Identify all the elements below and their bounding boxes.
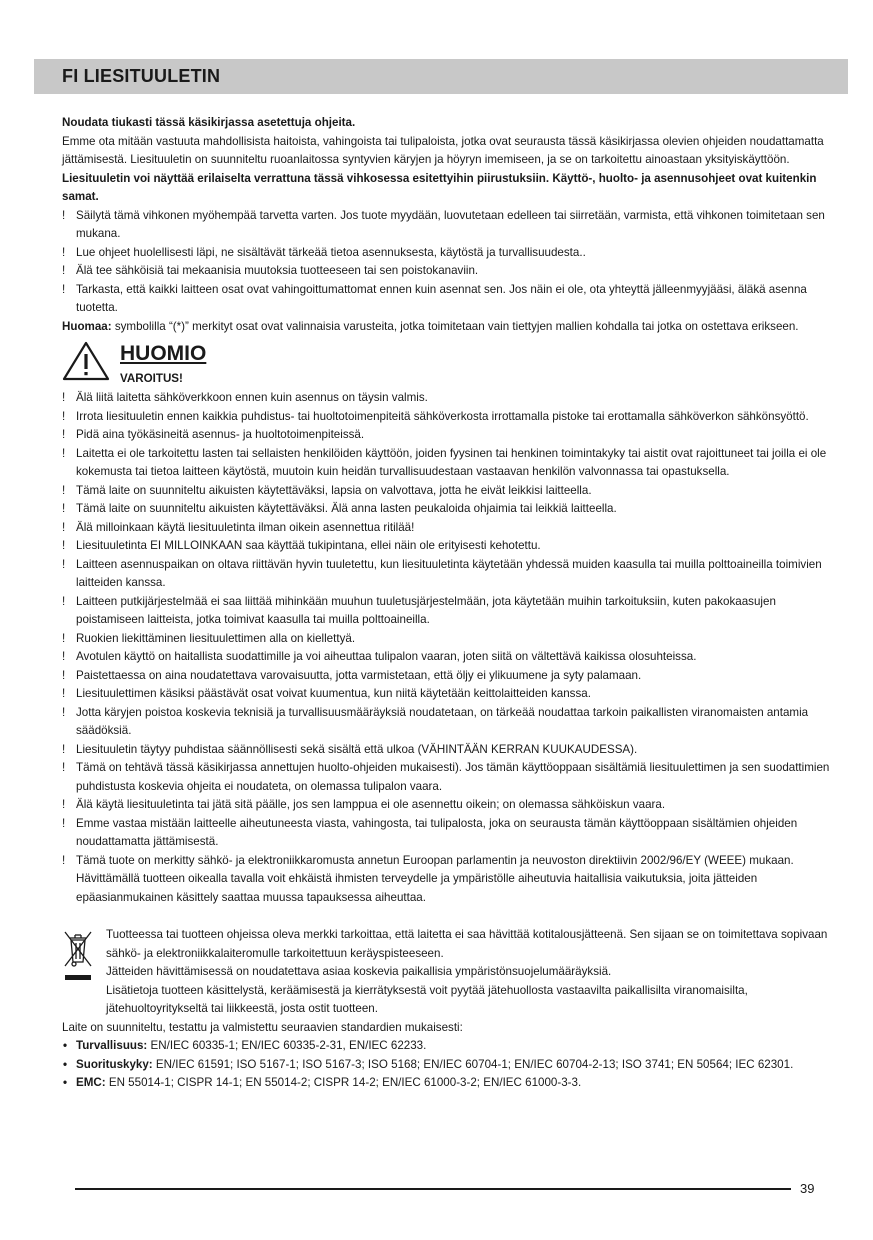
optional-parts-note: Huomaa: symbolilla “(*)” merkityt osat ovat valinnaisia varusteita, jotka toimitetaan vain tiettyjen mallien kohdalla tai jotka on ostettava erikseen. <box>62 319 799 333</box>
intro-drawings-note: Liesituuletin voi näyttää erilaiselta verrattuna tässä vihkosessa esitettyihin piirustuksiin. Käyttö-, huolto- ja asennusohjeet ovat kuitenkin samat. <box>62 171 817 203</box>
list-item: • Suorituskyky: EN/IEC 61591; ISO 5167-1; ISO 5167-3; ISO 5168; EN/IEC 60704-1; EN/IEC 60704-2-13; ISO 3741; EN 50564; IEC 62301. <box>62 1056 842 1075</box>
exclamation-icon: ! <box>62 650 66 663</box>
weee-paragraph: Tuotteessa tai tuotteen ohjeissa oleva merkki tarkoittaa, että laitetta ei saa hävittää kotitalousjätteenä. Sen sijaan se on toimitettava sopivaan sähkö- ja elektroniikkalaiteromulle tarkoitettuun keräyspisteeseen. <box>106 928 828 960</box>
list-item: ! Avotulen käyttö on haitallista suodattimille ja voi aiheuttaa tulipalon vaaran, joten siitä on vältettävä kaikissa olosuhteissa. <box>62 648 842 667</box>
exclamation-icon: ! <box>62 502 66 515</box>
exclamation-icon: ! <box>62 520 66 534</box>
document-body <box>62 114 842 1093</box>
list-item: ! Ruokien liekittäminen liesituulettimen alla on kiellettyä. <box>62 630 842 649</box>
exclamation-icon: ! <box>62 557 66 571</box>
exclamation-icon: ! <box>62 264 66 277</box>
exclamation-icon: ! <box>62 282 66 296</box>
list-item: ! Älä liitä laitetta sähköverkkoon ennen kuin asennus on täysin valmis. <box>62 389 842 408</box>
weee-disposal-section <box>62 926 842 1019</box>
bullet-icon: • <box>63 1076 68 1089</box>
list-item: ! Älä tee sähköisiä tai mekaanisia muutoksia tuotteeseen tai sen poistokanaviin. <box>62 262 842 281</box>
exclamation-icon: ! <box>62 539 66 552</box>
list-item: ! Irrota liesituuletin ennen kaikkia puhdistus- tai huoltotoimenpiteitä sähköverkosta irrottamalla pistoke tai erottamalla sähköverkon sähkönsyöttö. <box>62 408 842 427</box>
list-item: ! Laitteen putkijärjestelmää ei saa liittää mihinkään muuhun tuuletusjärjestelmään, jota käytetään muihin tarkoituksiin, kuten pakokaasujen poistamiseen laitteista, jotka toimivat kaasulla tai muilla polttoaineilla. <box>62 594 776 626</box>
exclamation-icon: ! <box>62 409 66 423</box>
crossed-bin-icon <box>62 928 94 984</box>
section-header <box>34 59 848 94</box>
warning-triangle-icon <box>62 341 110 381</box>
warning-list <box>62 389 842 907</box>
intro-paragraph: Emme ota mitään vastuuta mahdollisista haitoista, vahingoista tai tulipaloista, jotka ovat seurausta tässä käsikirjassa olevien ohjeiden noudattamatta jättämisestä. Liesituuletin on suunniteltu ruoanlaitossa syntyvien käryjen ja höyryn imemiseen, ja se on tarkoitettu ainoastaan yksityiskäyttöön. <box>62 134 824 166</box>
exclamation-icon: ! <box>62 391 66 404</box>
exclamation-icon: ! <box>62 631 66 645</box>
warning-title: HUOMIO <box>120 342 207 365</box>
list-item: ! Tarkasta, että kaikki laitteen osat ovat vahingoittumattomat ennen kuin asennat sen. Jos näin ei ole, ota yhteyttä jälleenmyyjääsi, äläkä asenna tuotetta. <box>62 282 807 314</box>
list-item: ! Jotta käryjen poistoa koskevia teknisiä ja turvallisuusmääräyksiä noudatetaan, on tärkeää noudattaa tarkoin paikallisten viranomaisten antamia säädöksiä. <box>62 705 809 737</box>
list-item: ! Älä käytä liesituuletinta tai jätä sitä päälle, jos sen lamppua ei ole asennettu oikein; on olemassa sähköiskun vaara. <box>62 796 842 815</box>
warning-heading <box>62 341 842 389</box>
exclamation-icon: ! <box>62 483 66 497</box>
list-item: ! Älä milloinkaan käytä liesituuletinta ilman oikein asennettua ritilää! <box>62 519 842 538</box>
bullet-icon: • <box>63 1057 68 1071</box>
list-item: ! Pidä aina työkäsineitä asennus- ja huoltotoimenpiteissä. <box>62 426 842 445</box>
exclamation-icon: ! <box>62 816 66 830</box>
list-item: ! Liesituulettimen käsiksi päästävät osat voivat kuumentua, kun niitä käytetään keittolaitteiden kanssa. <box>62 685 842 704</box>
exclamation-icon: ! <box>62 245 66 259</box>
footer-rule <box>75 1188 791 1190</box>
weee-paragraph: Lisätietoja tuotteen käsittelystä, keräämisestä ja kierrätyksestä voit pyytää jätehuollosta vastaavilta paikallisilta viranomaisilta, jätehuoltoyritykseltä tai liikkeestä, josta ostit tuotteen. <box>106 983 748 1015</box>
standards-list <box>62 1037 842 1093</box>
list-item: ! Liesituuletin täytyy puhdistaa säännöllisesti sekä sisältä että ulkoa (VÄHINTÄÄN KERRAN KUUKAUDESSA). <box>62 741 842 760</box>
list-item: ! Säilytä tämä vihkonen myöhempää tarvetta varten. Jos tuote myydään, luovutetaan edelleen tai siirretään, varmista, että vihkonen toimitetaan sen mukana. <box>62 208 825 240</box>
list-item: ! Tämä on tehtävä tässä käsikirjassa annettujen huolto-ohjeiden mukaisesti). Jos tämän käyttöoppaan sisältämiä liesituulettimen ja sen suodattimien puhdistusta koskevia ohjeita ei noudateta, on olemassa tulipalon vaara. <box>62 761 830 793</box>
list-item: • Turvallisuus: EN/IEC 60335-1; EN/IEC 60335-2-31, EN/IEC 62233. <box>62 1037 842 1056</box>
exclamation-icon: ! <box>62 594 66 608</box>
warning-subtitle: VAROITUS! <box>120 372 183 385</box>
list-item: ! Liesituuletinta EI MILLOINKAAN saa käyttää tukipintana, ellei näin ole erityisesti kehotettu. <box>62 537 842 556</box>
exclamation-icon: ! <box>62 446 66 460</box>
list-item: ! Paistettaessa on aina noudatettava varovaisuutta, jotta varmistetaan, että öljy ei ylikuumene ja syty palamaan. <box>62 667 842 686</box>
exclamation-icon: ! <box>62 668 66 682</box>
exclamation-icon: ! <box>62 742 66 756</box>
list-item: • EMC: EN 55014-1; CISPR 14-1; EN 55014-2; CISPR 14-2; EN/IEC 61000-3-2; EN/IEC 61000-3-3. <box>62 1074 842 1093</box>
exclamation-icon: ! <box>62 798 66 811</box>
list-item: ! Laitteen asennuspaikan on oltava riittävän hyvin tuuletettu, kun liesituuletinta käytetään yhdessä muiden kaasulla tai muilla polttoaineilla toimivien laitteiden kanssa. <box>62 557 822 589</box>
exclamation-icon: ! <box>62 705 66 719</box>
weee-paragraph: Jätteiden hävittämisessä on noudatettava asiaa koskevia paikallisia ympäristönsuojelumääräyksiä. <box>106 965 612 978</box>
exclamation-icon: ! <box>62 853 66 867</box>
page-number: 39 <box>800 1181 815 1196</box>
list-item: ! Laitetta ei ole tarkoitettu lasten tai sellaisten henkilöiden käyttöön, joiden fyysinen tai henkinen toimintakyky tai aistit ovat rajoittuneet tai joilla ei ole kokemusta tai tietoa laitteen käytöstä, muutoin kuin heidän turvallisuudestaan vastaavan henkilön valvonnassa tai opastuksella. <box>62 446 827 478</box>
intro-list <box>62 207 842 318</box>
list-item: ! Tämä tuote on merkitty sähkö- ja elektroniikkaromusta annetun Euroopan parlamentin ja neuvoston direktiivin 2002/96/EY (WEEE) mukaan. Hävittämällä tuotteen oikealla tavalla voit ehkäistä ihmisten terveydelle ja ympäristölle aiheutuvia haitallisia vaikutuksia, joita jätteiden epäasianmukainen käsittely saattaa muussa tapauksessa aiheuttaa. <box>62 853 794 904</box>
exclamation-icon: ! <box>62 687 66 700</box>
bullet-icon: • <box>63 1039 68 1052</box>
list-item: ! Lue ohjeet huolellisesti läpi, ne sisältävät tärkeää tietoa asennuksesta, käytöstä ja turvallisuudesta.. <box>62 244 842 263</box>
exclamation-icon: ! <box>62 208 66 222</box>
exclamation-icon: ! <box>62 428 66 441</box>
list-item: ! Tämä laite on suunniteltu aikuisten käytettäväksi. Älä anna lasten peukaloida ohjaimia tai leikkiä laitteella. <box>62 500 842 519</box>
exclamation-icon: ! <box>62 761 66 774</box>
list-item: ! Emme vastaa mistään laitteelle aiheutuneesta viasta, vahingosta, tai tulipalosta, joka on seurausta tämän käyttöoppaan sisältämien ohjeiden noudattamatta jättämisestä. <box>62 816 798 848</box>
standards-intro: Laite on suunniteltu, testattu ja valmistettu seuraavien standardien mukaisesti: <box>62 1020 463 1034</box>
page-title: FI LIESITUULETIN <box>62 66 221 86</box>
intro-heading: Noudata tiukasti tässä käsikirjassa asetettuja ohjeita. <box>62 116 356 129</box>
list-item: ! Tämä laite on suunniteltu aikuisten käytettäväksi, lapsia on valvottava, jotta he eivät leikkisi laitteella. <box>62 482 842 501</box>
